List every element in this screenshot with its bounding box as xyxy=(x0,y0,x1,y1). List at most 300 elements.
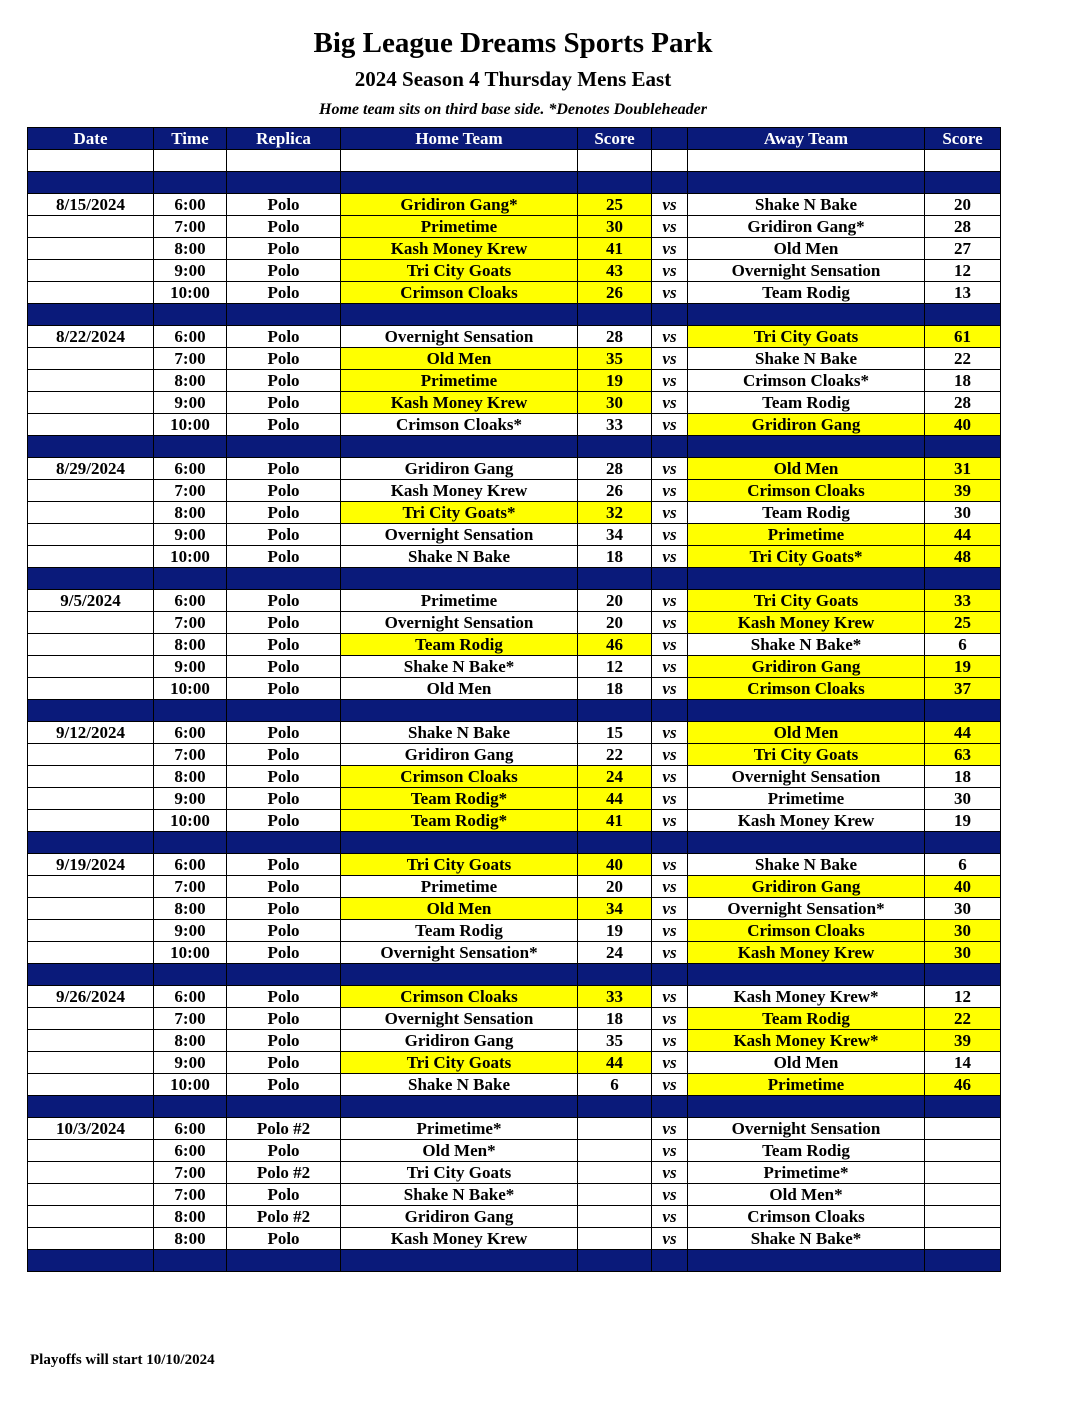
game-row xyxy=(28,502,1001,524)
away-team: Kash Money Krew xyxy=(688,612,925,634)
game-replica: Polo xyxy=(227,194,341,216)
game-replica: Polo xyxy=(227,370,341,392)
away-team: Tri City Goats xyxy=(688,590,925,612)
home-score: 20 xyxy=(578,590,652,612)
schedule-note: Home team sits on third base side. *Denotes Doubleheader xyxy=(319,101,707,118)
separator-cell xyxy=(154,700,227,722)
col-date: Date xyxy=(28,128,154,150)
away-score: 40 xyxy=(925,414,1001,436)
separator-cell xyxy=(578,1250,652,1272)
separator-cell xyxy=(652,304,688,326)
separator-cell xyxy=(28,700,154,722)
game-date: 8/22/2024 xyxy=(28,326,154,348)
away-team: Old Men xyxy=(688,722,925,744)
game-time: 9:00 xyxy=(154,656,227,678)
page-subtitle: 2024 Season 4 Thursday Mens East xyxy=(354,67,672,91)
away-score: 37 xyxy=(925,678,1001,700)
away-team: Kash Money Krew xyxy=(688,810,925,832)
home-score: 26 xyxy=(578,282,652,304)
vs-label: vs xyxy=(652,282,688,304)
away-team: Tri City Goats xyxy=(688,744,925,766)
game-time: 9:00 xyxy=(154,1052,227,1074)
separator-cell xyxy=(652,568,688,590)
col-home-score: Score xyxy=(578,128,652,150)
game-row xyxy=(28,1184,1001,1206)
vs-label: vs xyxy=(652,1206,688,1228)
home-team: Tri City Goats xyxy=(341,854,578,876)
game-date: 8/15/2024 xyxy=(28,194,154,216)
away-score: 18 xyxy=(925,766,1001,788)
away-score: 33 xyxy=(925,590,1001,612)
empty-cell xyxy=(688,150,925,172)
home-score xyxy=(578,1162,652,1184)
away-team: Team Rodig xyxy=(688,392,925,414)
game-time: 10:00 xyxy=(154,1074,227,1096)
away-team: Overnight Sensation xyxy=(688,260,925,282)
vs-label: vs xyxy=(652,1162,688,1184)
home-score xyxy=(578,1228,652,1250)
game-replica: Polo xyxy=(227,1140,341,1162)
game-row xyxy=(28,194,1001,216)
separator-cell xyxy=(925,568,1001,590)
away-team: Primetime xyxy=(688,1074,925,1096)
home-team: Crimson Cloaks* xyxy=(341,414,578,436)
game-replica: Polo xyxy=(227,854,341,876)
week-separator xyxy=(28,964,1001,986)
game-replica: Polo xyxy=(227,986,341,1008)
game-replica: Polo xyxy=(227,920,341,942)
game-replica: Polo xyxy=(227,1184,341,1206)
game-replica: Polo xyxy=(227,260,341,282)
home-team: Old Men xyxy=(341,678,578,700)
game-row xyxy=(28,942,1001,964)
empty-cell xyxy=(925,150,1001,172)
away-score xyxy=(925,1140,1001,1162)
vs-label: vs xyxy=(652,898,688,920)
away-score: 14 xyxy=(925,1052,1001,1074)
game-replica: Polo xyxy=(227,1030,341,1052)
separator-cell xyxy=(688,1250,925,1272)
separator-cell xyxy=(341,304,578,326)
vs-label: vs xyxy=(652,678,688,700)
away-team: Tri City Goats xyxy=(688,326,925,348)
game-replica: Polo #2 xyxy=(227,1206,341,1228)
game-replica: Polo xyxy=(227,634,341,656)
game-replica: Polo xyxy=(227,282,341,304)
game-replica: Polo xyxy=(227,502,341,524)
game-date xyxy=(28,502,154,524)
game-time: 7:00 xyxy=(154,1008,227,1030)
away-team: Shake N Bake* xyxy=(688,634,925,656)
week-separator xyxy=(28,1250,1001,1272)
separator-cell xyxy=(652,172,688,194)
away-team: Shake N Bake xyxy=(688,854,925,876)
home-score: 41 xyxy=(578,810,652,832)
separator-cell xyxy=(28,964,154,986)
home-score: 44 xyxy=(578,1052,652,1074)
game-date xyxy=(28,1008,154,1030)
away-score: 12 xyxy=(925,986,1001,1008)
separator-cell xyxy=(925,832,1001,854)
game-row xyxy=(28,392,1001,414)
game-replica: Polo xyxy=(227,524,341,546)
game-replica: Polo xyxy=(227,590,341,612)
separator-cell xyxy=(652,964,688,986)
game-replica: Polo xyxy=(227,458,341,480)
game-time: 6:00 xyxy=(154,194,227,216)
col-vs xyxy=(652,128,688,150)
home-score: 26 xyxy=(578,480,652,502)
game-time: 6:00 xyxy=(154,1140,227,1162)
game-row xyxy=(28,348,1001,370)
vs-label: vs xyxy=(652,216,688,238)
week-separator xyxy=(28,436,1001,458)
vs-label: vs xyxy=(652,194,688,216)
separator-cell xyxy=(154,172,227,194)
game-row xyxy=(28,238,1001,260)
separator-cell xyxy=(341,172,578,194)
vs-label: vs xyxy=(652,414,688,436)
game-row xyxy=(28,722,1001,744)
game-replica: Polo xyxy=(227,348,341,370)
week-separator xyxy=(28,700,1001,722)
game-date xyxy=(28,524,154,546)
separator-cell xyxy=(652,1250,688,1272)
home-team: Overnight Sensation* xyxy=(341,942,578,964)
away-team: Kash Money Krew* xyxy=(688,986,925,1008)
vs-label: vs xyxy=(652,524,688,546)
separator-cell xyxy=(578,700,652,722)
home-team: Team Rodig* xyxy=(341,810,578,832)
game-row xyxy=(28,326,1001,348)
home-score: 32 xyxy=(578,502,652,524)
empty-cell xyxy=(578,150,652,172)
away-score: 13 xyxy=(925,282,1001,304)
home-team: Overnight Sensation xyxy=(341,524,578,546)
game-date: 9/19/2024 xyxy=(28,854,154,876)
home-team: Primetime xyxy=(341,876,578,898)
game-time: 7:00 xyxy=(154,216,227,238)
away-team: Old Men xyxy=(688,1052,925,1074)
game-date xyxy=(28,370,154,392)
home-team: Old Men* xyxy=(341,1140,578,1162)
game-replica: Polo xyxy=(227,810,341,832)
separator-cell xyxy=(341,700,578,722)
vs-label: vs xyxy=(652,854,688,876)
home-team: Tri City Goats xyxy=(341,1052,578,1074)
game-date xyxy=(28,1228,154,1250)
vs-label: vs xyxy=(652,1030,688,1052)
away-team: Team Rodig xyxy=(688,1140,925,1162)
home-team: Primetime xyxy=(341,216,578,238)
separator-cell xyxy=(28,304,154,326)
home-team: Shake N Bake* xyxy=(341,1184,578,1206)
home-team: Kash Money Krew xyxy=(341,392,578,414)
away-score: 44 xyxy=(925,722,1001,744)
separator-cell xyxy=(28,832,154,854)
game-row xyxy=(28,546,1001,568)
home-team: Overnight Sensation xyxy=(341,326,578,348)
home-score: 35 xyxy=(578,348,652,370)
game-time: 10:00 xyxy=(154,282,227,304)
home-team: Kash Money Krew xyxy=(341,1228,578,1250)
home-score: 20 xyxy=(578,612,652,634)
vs-label: vs xyxy=(652,920,688,942)
home-score: 25 xyxy=(578,194,652,216)
away-score: 30 xyxy=(925,898,1001,920)
home-score: 35 xyxy=(578,1030,652,1052)
away-team: Crimson Cloaks* xyxy=(688,370,925,392)
away-team: Overnight Sensation xyxy=(688,766,925,788)
separator-cell xyxy=(925,700,1001,722)
separator-cell xyxy=(688,304,925,326)
away-team: Old Men xyxy=(688,458,925,480)
home-score: 33 xyxy=(578,986,652,1008)
away-score: 61 xyxy=(925,326,1001,348)
home-team: Team Rodig xyxy=(341,634,578,656)
separator-cell xyxy=(227,700,341,722)
game-replica: Polo xyxy=(227,788,341,810)
game-time: 7:00 xyxy=(154,1184,227,1206)
home-team: Gridiron Gang* xyxy=(341,194,578,216)
game-replica: Polo xyxy=(227,942,341,964)
game-row xyxy=(28,1140,1001,1162)
away-team: Crimson Cloaks xyxy=(688,920,925,942)
game-replica: Polo xyxy=(227,326,341,348)
game-replica: Polo xyxy=(227,612,341,634)
game-row xyxy=(28,656,1001,678)
game-time: 8:00 xyxy=(154,634,227,656)
game-replica: Polo xyxy=(227,1052,341,1074)
game-replica: Polo #2 xyxy=(227,1118,341,1140)
game-date xyxy=(28,1184,154,1206)
separator-cell xyxy=(28,568,154,590)
empty-cell xyxy=(652,150,688,172)
away-team: Primetime xyxy=(688,788,925,810)
away-score: 27 xyxy=(925,238,1001,260)
away-score: 39 xyxy=(925,1030,1001,1052)
game-time: 10:00 xyxy=(154,414,227,436)
home-score: 18 xyxy=(578,1008,652,1030)
home-score: 15 xyxy=(578,722,652,744)
game-time: 7:00 xyxy=(154,348,227,370)
away-team: Gridiron Gang xyxy=(688,414,925,436)
separator-cell xyxy=(154,304,227,326)
empty-cell xyxy=(341,150,578,172)
game-replica: Polo xyxy=(227,766,341,788)
home-score: 34 xyxy=(578,898,652,920)
home-team: Overnight Sensation xyxy=(341,612,578,634)
away-team: Gridiron Gang xyxy=(688,656,925,678)
vs-label: vs xyxy=(652,326,688,348)
game-date xyxy=(28,920,154,942)
home-score: 20 xyxy=(578,876,652,898)
blank-row xyxy=(28,150,1001,172)
page-title: Big League Dreams Sports Park xyxy=(313,27,713,59)
game-row xyxy=(28,986,1001,1008)
vs-label: vs xyxy=(652,392,688,414)
away-score xyxy=(925,1162,1001,1184)
away-team: Primetime* xyxy=(688,1162,925,1184)
game-row xyxy=(28,678,1001,700)
away-score: 39 xyxy=(925,480,1001,502)
separator-cell xyxy=(154,1096,227,1118)
vs-label: vs xyxy=(652,810,688,832)
game-time: 7:00 xyxy=(154,744,227,766)
game-row xyxy=(28,788,1001,810)
away-score xyxy=(925,1228,1001,1250)
separator-cell xyxy=(341,1096,578,1118)
home-score xyxy=(578,1184,652,1206)
separator-cell xyxy=(227,568,341,590)
home-score xyxy=(578,1118,652,1140)
separator-cell xyxy=(227,1096,341,1118)
home-team: Team Rodig* xyxy=(341,788,578,810)
separator-cell xyxy=(341,832,578,854)
col-away-score: Score xyxy=(925,128,1001,150)
game-time: 9:00 xyxy=(154,524,227,546)
game-date: 9/26/2024 xyxy=(28,986,154,1008)
away-score: 44 xyxy=(925,524,1001,546)
game-date xyxy=(28,1140,154,1162)
vs-label: vs xyxy=(652,1074,688,1096)
home-team: Kash Money Krew xyxy=(341,480,578,502)
game-row xyxy=(28,612,1001,634)
separator-cell xyxy=(578,172,652,194)
home-team: Tri City Goats xyxy=(341,1162,578,1184)
game-row xyxy=(28,810,1001,832)
game-date xyxy=(28,810,154,832)
game-date xyxy=(28,260,154,282)
vs-label: vs xyxy=(652,876,688,898)
game-date xyxy=(28,1162,154,1184)
game-date xyxy=(28,876,154,898)
game-time: 8:00 xyxy=(154,238,227,260)
game-time: 9:00 xyxy=(154,392,227,414)
separator-cell xyxy=(652,436,688,458)
home-team: Primetime* xyxy=(341,1118,578,1140)
separator-cell xyxy=(154,964,227,986)
home-score: 30 xyxy=(578,392,652,414)
game-date: 9/5/2024 xyxy=(28,590,154,612)
away-score: 22 xyxy=(925,1008,1001,1030)
game-date xyxy=(28,656,154,678)
game-row xyxy=(28,458,1001,480)
away-score: 25 xyxy=(925,612,1001,634)
separator-cell xyxy=(341,568,578,590)
away-score xyxy=(925,1184,1001,1206)
separator-cell xyxy=(227,964,341,986)
game-replica: Polo xyxy=(227,414,341,436)
game-time: 8:00 xyxy=(154,898,227,920)
game-date xyxy=(28,282,154,304)
vs-label: vs xyxy=(652,634,688,656)
home-score: 43 xyxy=(578,260,652,282)
game-row xyxy=(28,1162,1001,1184)
separator-cell xyxy=(688,172,925,194)
vs-label: vs xyxy=(652,986,688,1008)
game-date xyxy=(28,216,154,238)
away-team: Shake N Bake xyxy=(688,194,925,216)
separator-cell xyxy=(578,304,652,326)
away-team: Shake N Bake xyxy=(688,348,925,370)
game-row xyxy=(28,1030,1001,1052)
separator-cell xyxy=(688,964,925,986)
vs-label: vs xyxy=(652,1140,688,1162)
vs-label: vs xyxy=(652,238,688,260)
game-row xyxy=(28,920,1001,942)
game-date xyxy=(28,414,154,436)
game-time: 10:00 xyxy=(154,810,227,832)
home-score: 18 xyxy=(578,546,652,568)
col-replica: Replica xyxy=(227,128,341,150)
home-score: 34 xyxy=(578,524,652,546)
separator-cell xyxy=(227,832,341,854)
away-score: 31 xyxy=(925,458,1001,480)
separator-cell xyxy=(688,1096,925,1118)
away-score xyxy=(925,1118,1001,1140)
separator-cell xyxy=(925,304,1001,326)
separator-cell xyxy=(28,436,154,458)
game-replica: Polo xyxy=(227,722,341,744)
away-score: 28 xyxy=(925,392,1001,414)
home-score: 28 xyxy=(578,458,652,480)
game-time: 10:00 xyxy=(154,942,227,964)
game-replica: Polo xyxy=(227,678,341,700)
home-team: Kash Money Krew xyxy=(341,238,578,260)
away-score: 6 xyxy=(925,854,1001,876)
week-separator xyxy=(28,568,1001,590)
away-score: 19 xyxy=(925,656,1001,678)
game-row xyxy=(28,480,1001,502)
home-team: Shake N Bake xyxy=(341,546,578,568)
game-replica: Polo xyxy=(227,546,341,568)
home-team: Tri City Goats* xyxy=(341,502,578,524)
home-team: Gridiron Gang xyxy=(341,744,578,766)
empty-cell xyxy=(227,150,341,172)
game-date xyxy=(28,744,154,766)
away-team: Gridiron Gang xyxy=(688,876,925,898)
vs-label: vs xyxy=(652,1118,688,1140)
game-time: 6:00 xyxy=(154,326,227,348)
home-team: Primetime xyxy=(341,370,578,392)
away-team: Old Men xyxy=(688,238,925,260)
game-row xyxy=(28,1206,1001,1228)
home-score: 6 xyxy=(578,1074,652,1096)
vs-label: vs xyxy=(652,370,688,392)
home-team: Gridiron Gang xyxy=(341,458,578,480)
game-date xyxy=(28,612,154,634)
away-score: 12 xyxy=(925,260,1001,282)
away-team: Shake N Bake* xyxy=(688,1228,925,1250)
away-score: 30 xyxy=(925,502,1001,524)
game-date xyxy=(28,788,154,810)
separator-cell xyxy=(925,1250,1001,1272)
separator-cell xyxy=(227,172,341,194)
game-row xyxy=(28,898,1001,920)
home-score: 12 xyxy=(578,656,652,678)
separator-cell xyxy=(688,436,925,458)
game-time: 7:00 xyxy=(154,480,227,502)
home-score: 18 xyxy=(578,678,652,700)
home-team: Old Men xyxy=(341,898,578,920)
game-date xyxy=(28,392,154,414)
empty-cell xyxy=(28,150,154,172)
game-date xyxy=(28,942,154,964)
home-score: 40 xyxy=(578,854,652,876)
game-time: 6:00 xyxy=(154,722,227,744)
away-score: 40 xyxy=(925,876,1001,898)
